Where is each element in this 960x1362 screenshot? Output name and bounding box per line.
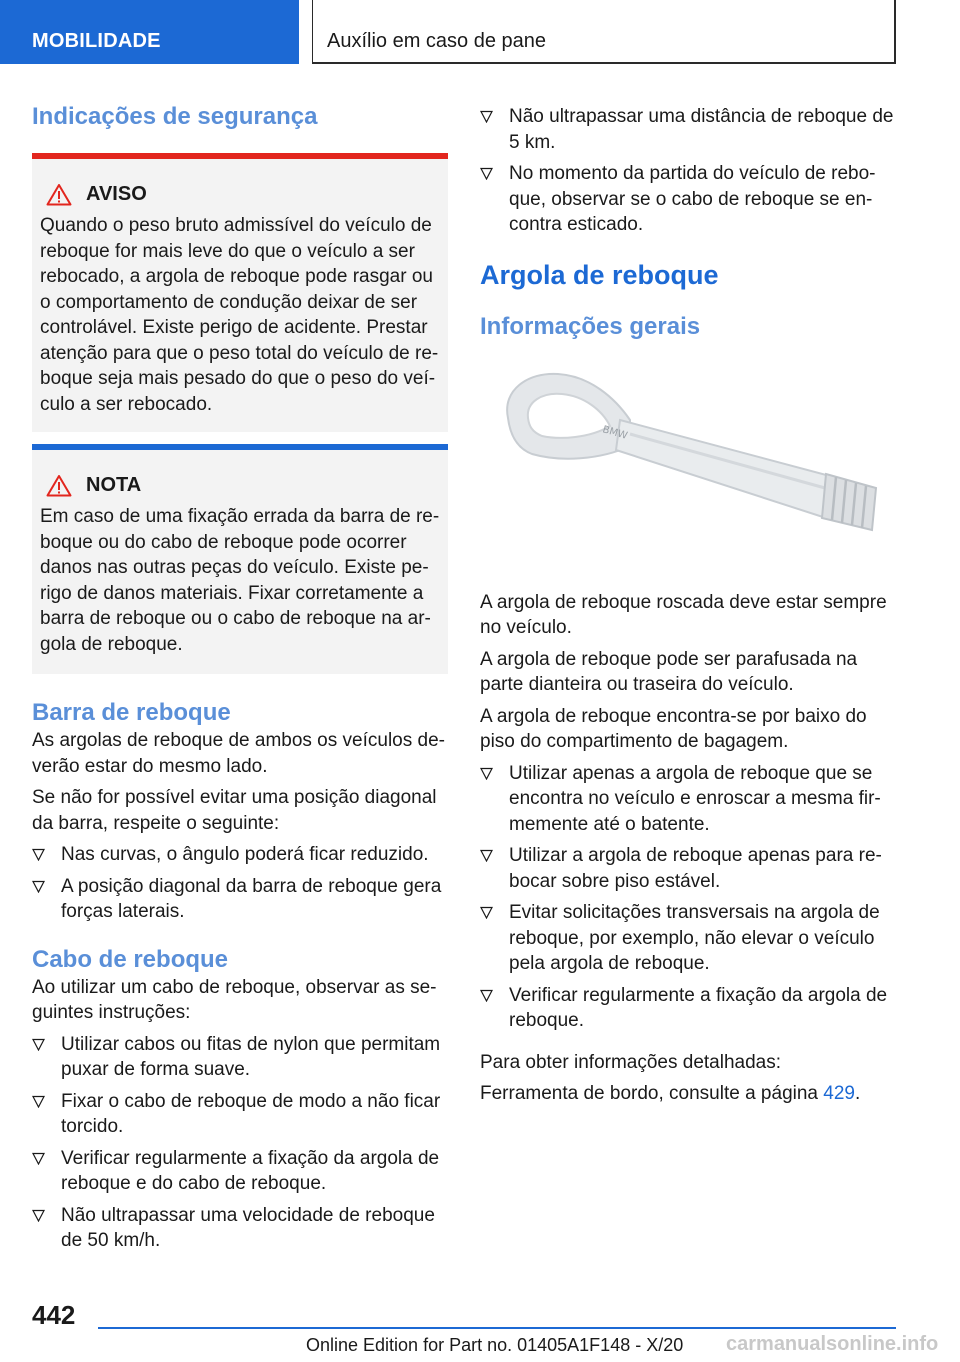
caution-triangle-icon [46,474,72,497]
tow-rope-list [32,1032,448,1254]
footer-edition: Online Edition for Part no. 01405A1F148 - X/20 [306,1335,684,1355]
watermark: carmanualsonline.info [726,1333,939,1355]
bullet-arrow-icon [32,1209,45,1222]
warning-title: AVISO [86,182,147,205]
bullet-arrow-icon [480,849,493,862]
bullet-arrow-icon [32,880,45,893]
list-item: Utilizar a argola de reboque apenas para rebocar sobre piso estável. [480,843,896,894]
page-reference-link[interactable]: 429 [823,1083,855,1104]
warning-title-row [40,181,440,207]
bullet-arrow-icon [32,1095,45,1108]
bullet-arrow-icon [480,767,493,780]
header-section-label: MOBILIDADE [32,30,161,52]
eye-paragraph-3: A argola de reboque encontra-se por baixo do piso do compartimento de bagagem. [480,705,867,752]
heading-tow-rope: Cabo de reboque [32,945,229,973]
warning-text: Quando o peso bruto admissível do veículo de reboque for mais leve do que o veículo a ser rebocado, a argola de reboque pode rasgar ou o comportamento de condução deixar de ser controlável. Existe perigo de acidente. Prestar atenção para que o peso total do veículo de reboque seja mais pesado do que o peso do veículo a ser rebocado. [40,215,439,415]
note-box [32,444,448,674]
heading-safety: Indicações de segurança [32,103,318,130]
eye-paragraph-4: Para obter informações detalhadas: [480,1051,782,1073]
list-item: Utilizar cabos ou fitas de nylon que permitam puxar de forma suave. [32,1032,448,1083]
eye-paragraph-5: Ferramenta de bordo, consulte a página 429. [480,1083,861,1104]
footer-rule [98,1327,896,1329]
list-item: Não ultrapassar uma velocidade de reboque de 50 km/h. [32,1203,448,1254]
tow-rope-paragraph: Ao utilizar um cabo de reboque, observar as seguintes instruções: [32,976,437,1023]
bullet-arrow-icon [32,848,45,861]
warning-box [32,153,448,432]
page-number: 442 [32,1300,76,1330]
list-item: No momento da partida do veículo de reboque, observar se o cabo de reboque se encontra esticado. [480,161,896,238]
svg-text:BMW: BMW [601,423,629,442]
list-item: Fixar o cabo de reboque de modo a não ficar torcido. [32,1089,448,1140]
bullet-arrow-icon [32,1038,45,1051]
tow-rope-list-continued [480,104,896,238]
bullet-arrow-icon [480,110,493,123]
list-item: Nas curvas, o ângulo poderá ficar reduzido. [32,842,448,868]
bullet-arrow-icon [480,167,493,180]
tow-bar-paragraph-1: As argolas de reboque de ambos os veículos deverão estar do mesmo lado. [32,730,445,777]
list-item: Utilizar apenas a argola de reboque que se encontra no veículo e enroscar a mesma firmemente até o batente. [480,761,896,838]
header-section-tab [0,0,299,64]
tow-bar-paragraph-2: Se não for possível evitar uma posição diagonal da barra, respeite o seguinte: [32,787,437,834]
note-text: Em caso de uma fixação errada da barra de reboque ou do cabo de reboque pode ocorrer danos nas outras peças do veículo. Existe perigo de danos materiais. Fixar corretamente a barra de reboque ou o cabo de reboque na argola de reboque. [40,506,440,655]
eye-paragraph-1: A argola de reboque roscada deve estar sempre no veículo. [480,591,887,638]
tow-eye-illustration [480,350,896,590]
bullet-arrow-icon [480,989,493,1002]
header-chapter-label: Auxílio em caso de pane [327,30,547,52]
heading-tow-eye: Argola de reboque [480,259,719,290]
tow-bar-list [32,842,448,925]
bullet-arrow-icon [32,1152,45,1165]
note-title-row [40,472,440,498]
list-item: Verificar regularmente a fixação da argola de reboque e do cabo de reboque. [32,1146,448,1197]
eye-paragraph-2: A argola de reboque pode ser parafusada na parte dianteira ou traseira do veículo. [480,648,858,695]
left-column [32,102,448,1260]
right-column [480,104,896,1107]
heading-tow-bar: Barra de reboque [32,699,231,726]
warning-triangle-icon [46,183,72,206]
header-chapter-box [312,0,896,64]
list-item: Não ultrapassar uma distância de reboque de 5 km. [480,104,896,155]
tow-eye-list [480,761,896,1034]
list-item: Verificar regularmente a fixação da argola de reboque. [480,983,896,1034]
heading-general-info: Informações gerais [480,312,701,340]
bullet-arrow-icon [480,906,493,919]
list-item: Evitar solicitações transversais na argola de reboque, por exemplo, não elevar o veículo pela argola de reboque. [480,900,896,977]
note-title: NOTA [86,473,142,496]
list-item: A posição diagonal da barra de reboque gera forças laterais. [32,874,448,925]
